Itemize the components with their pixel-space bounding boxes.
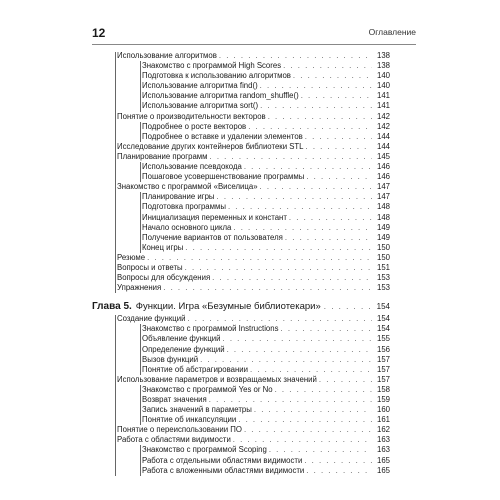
header-rule: [92, 44, 416, 45]
page-number: 12: [92, 26, 106, 40]
table-of-contents: [92, 51, 390, 476]
toc-entry-page: 149: [376, 232, 390, 242]
dot-leader: [147, 253, 372, 263]
dot-leader: [217, 192, 372, 202]
toc-entry-page: 153: [376, 273, 390, 283]
toc-entry-label: Исследование других контейнеров библиотеки STL: [117, 141, 304, 151]
toc-entry[interactable]: [92, 435, 390, 445]
toc-entry[interactable]: [92, 122, 390, 132]
toc-entry-label: Подготовка программы: [142, 202, 226, 212]
toc-entry-page: 159: [376, 395, 390, 404]
dot-leader: [248, 122, 372, 132]
toc-group-bracket: [140, 122, 141, 142]
toc-entry-page: 165: [376, 455, 390, 465]
toc-entry-label: Знакомство с программой Yes or No: [142, 384, 273, 394]
toc-entry-label: Инициализация переменных и констант: [142, 212, 287, 222]
toc-entry[interactable]: [92, 172, 390, 182]
toc-entry-page: 148: [376, 212, 390, 222]
toc-entry[interactable]: [92, 192, 390, 202]
toc-entry-label: Работа с вложенными областями видимости: [142, 465, 305, 475]
toc-entry-page: 140: [376, 81, 390, 91]
toc-group-bracket: [115, 315, 116, 476]
toc-entry-page: 146: [376, 172, 390, 182]
toc-group-bracket: [115, 52, 116, 293]
toc-entry[interactable]: [92, 273, 390, 283]
toc-entry-page: 142: [376, 121, 390, 131]
dot-leader: [238, 415, 372, 425]
toc-entry-label: Планирование программ: [117, 151, 208, 161]
dot-leader: [305, 132, 372, 142]
page-header: [92, 26, 416, 40]
toc-entry-page: 156: [376, 344, 390, 354]
dot-leader: [163, 283, 372, 293]
toc-entry[interactable]: [92, 162, 390, 172]
toc-entry[interactable]: [92, 466, 390, 476]
toc-entry[interactable]: [92, 152, 390, 162]
toc-entry-page: 161: [376, 415, 390, 425]
toc-entry[interactable]: [92, 202, 390, 212]
toc-entry-page: 150: [376, 252, 390, 262]
toc-entry-label: Конец игры: [142, 242, 184, 252]
toc-entry-label: Возврат значения: [142, 395, 207, 404]
toc-entry[interactable]: [92, 91, 390, 101]
dot-leader: [275, 385, 372, 395]
chapter-title: Функции. Игра «Безумные библиотекари»: [135, 301, 321, 313]
toc-entry-label: Знакомство с программой High Scores: [142, 61, 282, 71]
toc-entry[interactable]: [92, 334, 390, 344]
toc-group-bracket: [140, 385, 141, 425]
dot-leader: [306, 466, 372, 476]
toc-entry-label: Запись значений в параметры: [142, 405, 252, 415]
toc-entry-page: 141: [376, 91, 390, 101]
toc-entry-page: 160: [376, 405, 390, 415]
dot-leader: [319, 375, 372, 385]
toc-entry[interactable]: [92, 355, 390, 365]
toc-group-bracket: [140, 324, 141, 375]
toc-entry[interactable]: [92, 71, 390, 81]
dot-leader: [269, 445, 372, 455]
toc-entry-page: 158: [376, 384, 390, 394]
toc-entry[interactable]: [92, 375, 390, 385]
toc-entry[interactable]: [92, 415, 390, 425]
toc-entry-page: 138: [376, 61, 390, 71]
dot-leader: [250, 365, 372, 375]
toc-entry-label: Получение вариантов от пользователя: [142, 232, 283, 242]
toc-entry[interactable]: [92, 365, 390, 375]
toc-entry-label: Знакомство с программой Scoping: [142, 445, 267, 455]
toc-entry[interactable]: [92, 283, 390, 293]
toc-entry[interactable]: [92, 456, 390, 466]
toc-entry[interactable]: [92, 182, 390, 192]
dot-leader: [293, 71, 372, 81]
dot-leader: [260, 81, 372, 91]
toc-entry-page: 149: [376, 222, 390, 232]
toc-entry-label: Работа с отдельными областями видимости: [142, 455, 303, 465]
dot-leader: [185, 243, 372, 253]
toc-entry-page: 151: [376, 262, 390, 272]
toc-entry-page: 140: [376, 71, 390, 81]
toc-entry-label: Использование алгоритма random_shuffle(): [142, 91, 299, 101]
toc-entry-label: Использование алгоритмов: [117, 51, 217, 60]
toc-entry-label: Создание функций: [117, 314, 186, 324]
toc-entry-label: Определение функций: [142, 344, 225, 354]
dot-leader: [227, 345, 372, 355]
dot-leader: [233, 435, 372, 445]
dot-leader: [219, 51, 372, 61]
toc-entry[interactable]: [92, 142, 390, 152]
toc-entry-label: Вопросы для обсуждения: [117, 273, 211, 283]
toc-entry[interactable]: [92, 132, 390, 142]
toc-group-bracket: [140, 61, 141, 112]
toc-entry[interactable]: [92, 112, 390, 122]
dot-leader: [289, 213, 372, 223]
dot-leader: [281, 324, 373, 334]
toc-entry[interactable]: [92, 243, 390, 253]
dot-leader: [304, 456, 372, 466]
toc-entry-page: 157: [376, 354, 390, 364]
toc-entry-page: 157: [376, 374, 390, 384]
toc-section-previous-chapter: [92, 51, 390, 293]
toc-entry-label: Пошаговое усовершенствование программы: [142, 172, 305, 182]
toc-entry[interactable]: [92, 51, 390, 61]
toc-section-chapter-5: [92, 314, 390, 476]
toc-entry[interactable]: [92, 405, 390, 415]
dot-leader: [209, 395, 372, 405]
toc-entry-page: 154: [376, 324, 390, 334]
toc-entry-label: Использование алгоритма find(): [142, 81, 258, 91]
toc-entry[interactable]: [92, 324, 390, 334]
toc-entry-label: Понятие об абстрагировании: [142, 364, 249, 374]
dot-leader: [244, 425, 372, 435]
dot-leader: [223, 334, 373, 344]
toc-group-bracket: [140, 445, 141, 475]
toc-entry-page: 150: [376, 242, 390, 252]
toc-entry-label: Знакомство с программой Instructions: [142, 324, 279, 334]
toc-entry-page: 155: [376, 334, 390, 344]
dot-leader: [260, 182, 372, 192]
toc-entry-page: 148: [376, 202, 390, 212]
toc-entry-label: Объявление функций: [142, 334, 221, 344]
toc-entry-page: 162: [376, 425, 390, 435]
chapter-number: Глава 5.: [92, 301, 132, 313]
toc-entry[interactable]: [92, 61, 390, 71]
toc-entry-label: Понятие о производительности векторов: [117, 111, 266, 121]
dot-leader: [233, 223, 372, 233]
dot-leader: [254, 405, 372, 415]
toc-entry-page: 145: [376, 151, 390, 161]
toc-entry-label: Планирование игры: [142, 192, 215, 202]
toc-entry[interactable]: [92, 445, 390, 455]
dot-leader: [268, 112, 372, 122]
toc-entry[interactable]: [92, 425, 390, 435]
toc-entry-page: 138: [376, 51, 390, 60]
toc-entry-label: Понятие о переиспользовании ПО: [117, 425, 242, 435]
dot-leader: [285, 233, 372, 243]
toc-entry-page: 147: [376, 182, 390, 192]
toc-entry-page: 142: [376, 111, 390, 121]
toc-entry-label: Подготовка к использованию алгоритмов: [142, 71, 291, 81]
toc-entry[interactable]: [92, 81, 390, 91]
toc-group-bracket: [140, 162, 141, 182]
dot-leader: [200, 355, 372, 365]
toc-entry-page: 163: [376, 435, 390, 445]
toc-entry[interactable]: [92, 233, 390, 243]
toc-entry-label: Вызов функций: [142, 354, 199, 364]
toc-entry-label: Работа с областями видимости: [117, 435, 231, 445]
dot-leader: [306, 142, 372, 152]
toc-entry-label: Упражнения: [117, 283, 162, 293]
toc-entry[interactable]: [92, 101, 390, 111]
dot-leader: [324, 299, 371, 314]
toc-entry[interactable]: [92, 263, 390, 273]
toc-entry-page: 146: [376, 162, 390, 172]
toc-entry-label: Вопросы и ответы: [117, 262, 183, 272]
chapter-page: 154: [376, 302, 390, 312]
toc-entry-label: Использование псевдокода: [142, 162, 242, 172]
dot-leader: [283, 61, 372, 71]
dot-leader: [228, 202, 372, 212]
toc-entry-page: 144: [376, 131, 390, 141]
toc-entry[interactable]: [92, 213, 390, 223]
toc-entry[interactable]: [92, 314, 390, 324]
toc-entry-page: 165: [376, 465, 390, 475]
toc-entry[interactable]: [92, 395, 390, 405]
toc-entry-page: 141: [376, 101, 390, 111]
dot-leader: [301, 91, 372, 101]
toc-entry[interactable]: [92, 253, 390, 263]
toc-entry-page: 147: [376, 192, 390, 202]
toc-entry-page: 157: [376, 364, 390, 374]
dot-leader: [210, 152, 372, 162]
toc-entry-label: Резюме: [117, 252, 146, 262]
dot-leader: [212, 273, 372, 283]
running-title: Оглавление: [368, 27, 416, 37]
dot-leader: [185, 263, 372, 273]
toc-entry-page: 144: [376, 141, 390, 151]
dot-leader: [306, 172, 372, 182]
toc-entry-page: 163: [376, 445, 390, 455]
toc-entry[interactable]: [92, 345, 390, 355]
dot-leader: [187, 314, 372, 324]
toc-group-bracket: [140, 192, 141, 253]
toc-entry-label: Подробнее о росте векторов: [142, 121, 247, 131]
dot-leader: [244, 162, 372, 172]
toc-entry-label: Начало основного цикла: [142, 222, 232, 232]
toc-entry-page: 153: [376, 283, 390, 293]
toc-entry-label: Знакомство с программой «Виселица»: [117, 182, 258, 192]
chapter-heading[interactable]: [92, 299, 390, 314]
toc-entry[interactable]: [92, 385, 390, 395]
toc-entry-label: Использование алгоритма sort(): [142, 101, 259, 111]
dot-leader: [260, 101, 372, 111]
toc-entry-page: 154: [376, 314, 390, 324]
toc-entry-label: Подробнее о вставке и удалении элементов: [142, 131, 303, 141]
toc-entry-label: Использование параметров и возвращаемых значений: [117, 374, 317, 384]
toc-entry-label: Понятие об инкапсуляции: [142, 415, 237, 425]
toc-entry[interactable]: [92, 223, 390, 233]
